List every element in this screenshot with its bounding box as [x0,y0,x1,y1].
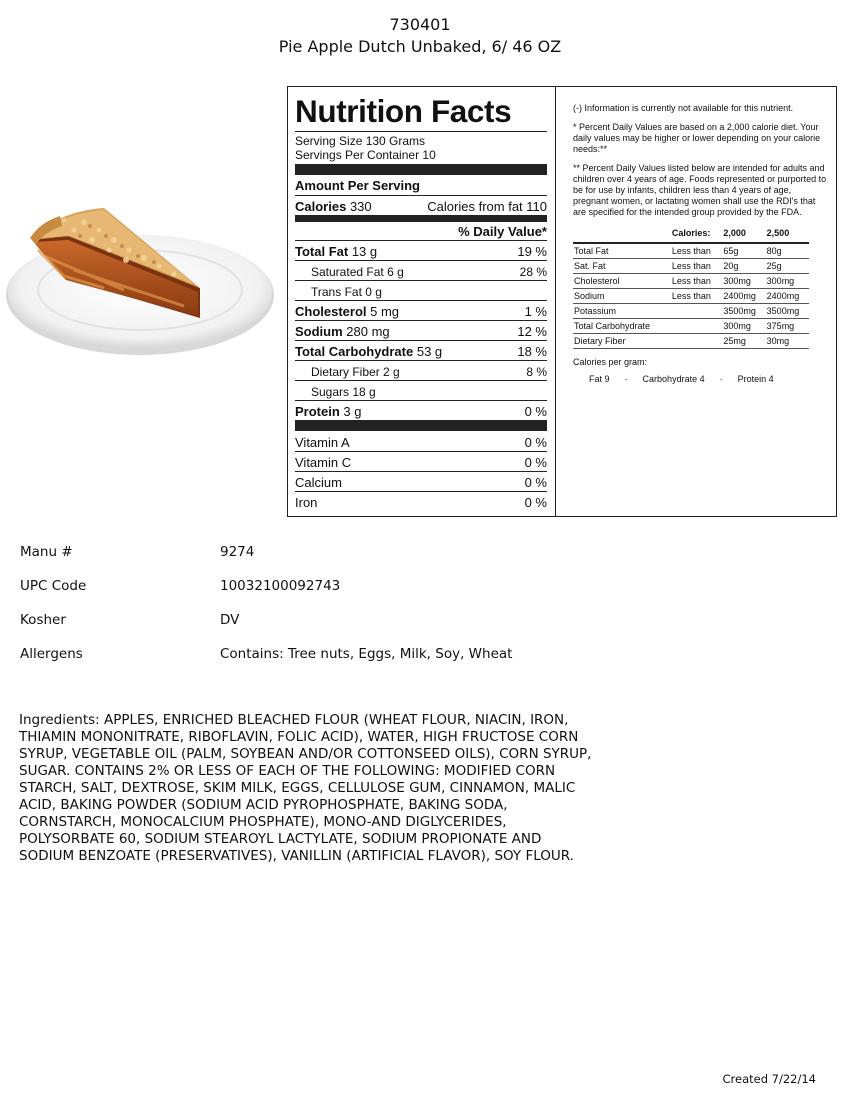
nutrient-dv: 12 % [517,324,547,339]
apple-pie-image [4,200,276,360]
dv-table-row [573,243,809,259]
info-row-allergens [20,646,720,680]
dv-cell: 80g [766,243,809,259]
info-row-manu [20,544,720,578]
nutrition-label [287,86,837,517]
cpg-separator: · [719,374,723,384]
nutrient-dv: 1 % [524,304,547,319]
nutrient-row-total-fat [295,240,547,260]
servings-per-container: Servings Per Container 10 [295,148,436,162]
product-name: Pie Apple Dutch Unbaked, 6/ 46 OZ [278,37,562,56]
page-header [0,14,840,58]
nutrient-dv: 8 % [526,365,547,379]
info-label: UPC Code [20,578,87,594]
dv-cell: 25g [766,259,809,274]
dv-cell: Dietary Fiber [573,334,671,349]
dv-cell: 3500mg [722,304,765,319]
info-value: DV [220,612,240,628]
calories-value: 330 [349,199,372,214]
info-row-upc [20,578,720,612]
nutrient-amount: 53 g [416,344,443,359]
nutrient-dv: 18 % [517,344,547,359]
cpg-carb: Carbohydrate 4 [642,374,705,384]
dv-cell: 25mg [722,334,765,349]
vitamin-row-vitamin-a [295,431,547,451]
nutrient-dv: 28 % [519,265,547,279]
dv-cell [671,304,722,319]
dv-cell: 3500mg [766,304,809,319]
nutrient-dv: 0 % [524,404,547,419]
nutrient-label: Saturated Fat [311,265,384,279]
nutrient-row-sodium [295,320,547,340]
vitamin-row-iron [295,491,547,511]
dv-table-row [573,289,809,304]
nutrient-row-protein [295,400,547,420]
nutrient-row-cholesterol [295,300,547,320]
dv-cell: 300mg [722,319,765,334]
dv-cell: 300mg [766,274,809,289]
nutrient-amount: 5 mg [370,304,400,319]
dv-header-cell: 2,000 [722,226,765,243]
amount-per-serving: Amount Per Serving [295,178,420,193]
cpg-separator: · [624,374,628,384]
calories-per-gram [573,357,828,385]
dv-cell: Sodium [573,289,671,304]
info-row-kosher [20,612,720,646]
info-label: Kosher [20,612,66,628]
nutrient-label: Total Fat [295,244,349,259]
dv-cell: Cholesterol [573,274,671,289]
dv-cell: Potassium [573,304,671,319]
nutrient-amount: 2 g [383,365,400,379]
ingredients-text: Ingredients: APPLES, ENRICHED BLEACHED FLOUR (WHEAT FLOUR, NIACIN, IRON, THIAMIN MONONITRATE, RIBOFLAVIN, FOLIC ACID), WATER, HIGH FRUCTOSE CORN SYRUP, VEGETABLE OIL (PALM, SOYBEAN AND/OR COTTONSEED OILS), CORN SYRUP, SUGAR. CONTAINS 2% OR LESS OF EACH OF THE FOLLOWING: MODIFIED CORN STARCH, SALT, DEXTROSE, SKIM MILK, EGGS, CELLULOSE GUM, CINNAMON, MALIC ACID, BAKING POWDER (SODIUM ACID PYROPHOSPHATE, BAKING SODA, CORNSTARCH, MONOCALCIUM PHOSPHATE), MONO-AND DIGLYCERIDES, POLYSORBATE 60, SODIUM STEAROYL LACTYLATE, SODIUM PROPIONATE AND SODIUM BENZOATE (PRESERVATIVES), VANILLIN (ARTIFICIAL FLAVOR), SOY FLOUR. [19,712,592,864]
dv-header-cell: 2,500 [766,226,809,243]
nutrient-label: Total Carbohydrate [295,344,414,359]
info-label: Allergens [20,646,83,662]
footnote-percent-dv: * Percent Daily Values are based on a 2,000 calorie diet. Your daily values may be higher or lower depending on your calorie needs:** [573,122,821,154]
dv-cell: 20g [722,259,765,274]
serving-size: Serving Size 130 Grams [295,134,426,148]
serving-info [295,132,547,164]
dv-cell: 375mg [766,319,809,334]
vitamin-label: Vitamin C [295,455,352,470]
vitamin-label: Calcium [295,475,342,490]
created-date: Created 7/22/14 [722,1072,816,1086]
item-number: 730401 [389,15,451,34]
nutrient-label: Cholesterol [295,304,367,319]
product-info [20,544,720,680]
thick-divider [295,420,547,431]
nutrition-facts-title: Nutrition Facts [295,93,547,132]
calories-label: Calories [295,199,347,214]
calories-row [295,195,547,215]
dv-cell: Total Fat [573,243,671,259]
dv-table-row [573,274,809,289]
footnote-percent-dv-intended: ** Percent Daily Values listed below are intended for adults and children over 4 years of age. Foods represented or purported to be for use by infants, children less than 4 years of age, pregnant women, or lactating women shall use the RDI's that are specified for the intended group provided by the FDA. [573,163,827,217]
nutrient-label: Sugars [311,385,350,399]
nutrient-row-saturated-fat [295,260,547,280]
dv-cell: Less than [671,274,722,289]
nutrition-facts-panel [288,87,556,516]
nutrient-amount: 13 g [351,244,378,259]
dv-cell: Total Carbohydrate [573,319,671,334]
dv-header-cell: Calories: [671,226,722,243]
cpg-protein: Protein 4 [737,374,774,384]
vitamin-dv: 0 % [524,435,547,450]
vitamin-dv: 0 % [524,475,547,490]
info-value: Contains: Tree nuts, Eggs, Milk, Soy, Wheat [220,646,513,662]
footnote-info-na: (-) Information is currently not available for this nutrient. [573,103,794,113]
dv-header-cell [573,226,671,243]
vitamin-label: Iron [295,495,318,510]
footnotes-panel [573,103,828,385]
calories-from-fat: Calories from fat 110 [427,199,547,214]
nutrient-row-total-carbohydrate [295,340,547,360]
nutrient-amount: 6 g [387,265,404,279]
nutrient-amount: 3 g [343,404,362,419]
dv-cell: 65g [722,243,765,259]
nutrient-label: Dietary Fiber [311,365,380,379]
dv-cell [671,334,722,349]
daily-value-header: % Daily Value* [295,221,547,240]
vitamin-row-vitamin-c [295,451,547,471]
dv-table-row [573,319,809,334]
nutrient-row-trans-fat [295,280,547,300]
nutrient-row-dietary-fiber [295,360,547,380]
cpg-fat: Fat 9 [589,374,610,384]
dv-cell: 2400mg [722,289,765,304]
nutrient-label: Trans Fat [311,285,362,299]
dv-table-row [573,334,809,349]
nutrient-dv: 19 % [517,244,547,259]
dv-cell: Less than [671,289,722,304]
vitamin-dv: 0 % [524,495,547,510]
nutrient-row-sugars [295,380,547,400]
dv-cell [671,319,722,334]
nutrient-amount: 18 g [352,385,376,399]
dv-cell: Sat. Fat [573,259,671,274]
dv-cell: 300mg [722,274,765,289]
nutrient-label: Protein [295,404,340,419]
vitamin-dv: 0 % [524,455,547,470]
info-value: 10032100092743 [220,578,341,594]
dv-table-header [573,226,809,243]
vitamin-row-calcium [295,471,547,491]
nutrient-label: Sodium [295,324,343,339]
vitamin-label: Vitamin A [295,435,350,450]
info-label: Manu # [20,544,73,560]
nutrient-amount: 0 g [365,285,382,299]
daily-values-table [573,226,809,349]
dv-table-row [573,304,809,319]
dv-cell: 2400mg [766,289,809,304]
dv-cell: 30mg [766,334,809,349]
calories-per-gram-values [573,374,828,385]
thick-divider [295,164,547,175]
calories-per-gram-label: Calories per gram: [573,357,648,367]
nutrient-amount: 280 mg [346,324,390,339]
dv-cell: Less than [671,243,722,259]
dv-table-row [573,259,809,274]
dv-cell: Less than [671,259,722,274]
info-value: 9274 [220,544,255,560]
